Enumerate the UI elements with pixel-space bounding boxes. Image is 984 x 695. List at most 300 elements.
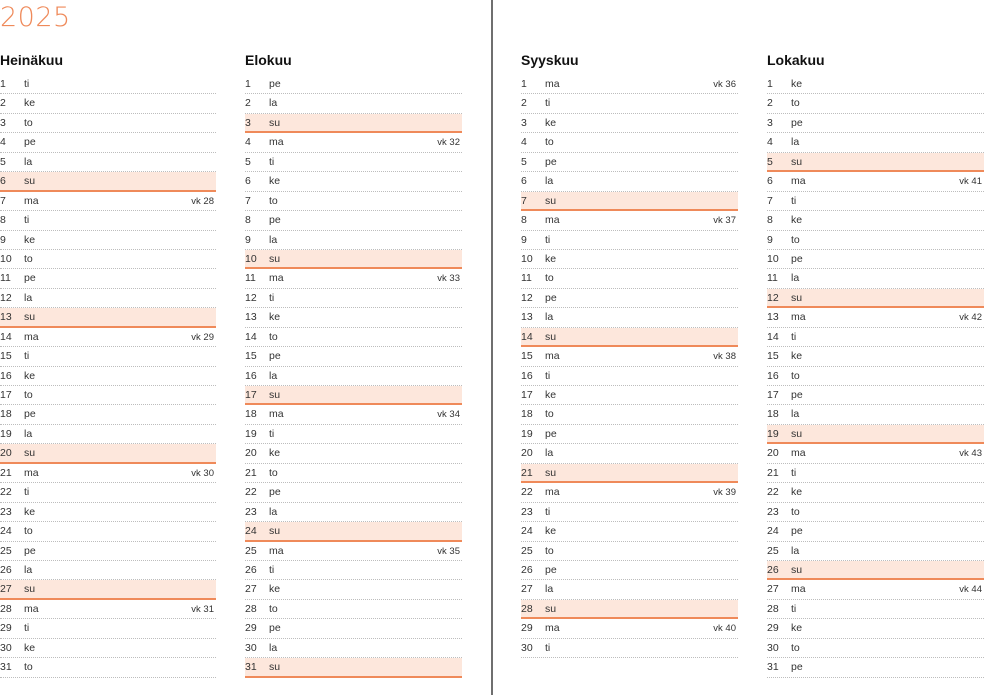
day-row — [245, 94, 462, 113]
weekday-abbrev: ti — [24, 486, 30, 499]
day-number: 29 — [767, 622, 779, 635]
day-row — [521, 580, 738, 599]
day-row — [767, 444, 984, 463]
day-row-sunday — [521, 464, 738, 483]
day-number: 23 — [245, 505, 257, 518]
weekday-abbrev: pe — [269, 214, 281, 227]
day-row — [521, 231, 738, 250]
day-number: 3 — [0, 116, 6, 129]
day-row — [521, 153, 738, 172]
day-row — [0, 425, 216, 444]
day-row — [767, 522, 984, 541]
day-row — [245, 153, 462, 172]
day-number: 3 — [521, 116, 527, 129]
day-row — [767, 580, 984, 599]
day-number: 6 — [767, 175, 773, 188]
day-number: 15 — [245, 350, 257, 363]
day-row — [767, 231, 984, 250]
day-row — [0, 211, 216, 230]
day-row — [0, 94, 216, 113]
day-row — [0, 619, 216, 638]
weekday-abbrev: su — [545, 602, 557, 615]
day-number: 10 — [0, 252, 12, 265]
weekday-abbrev: to — [791, 369, 800, 382]
weekday-abbrev: ke — [545, 389, 557, 401]
weekday-abbrev: ma — [791, 311, 806, 324]
day-row — [0, 405, 216, 424]
week-number: vk 32 — [437, 137, 460, 149]
weekday-abbrev: su — [269, 661, 281, 674]
day-row — [521, 211, 738, 230]
day-number: 26 — [245, 563, 257, 576]
weekday-abbrev: ma — [269, 544, 284, 557]
day-row — [245, 542, 462, 561]
week-number: vk 44 — [959, 584, 982, 596]
day-row-sunday — [767, 425, 984, 444]
day-number: 9 — [767, 233, 773, 246]
day-row — [767, 114, 984, 133]
day-number: 30 — [245, 641, 257, 654]
day-row — [521, 114, 738, 133]
weekday-abbrev: ke — [791, 350, 803, 363]
weekday-abbrev: ke — [24, 233, 36, 246]
weekday-abbrev: to — [545, 544, 554, 557]
day-row — [0, 639, 216, 658]
day-number: 15 — [521, 350, 533, 363]
day-number: 21 — [0, 466, 12, 479]
day-row — [767, 172, 984, 191]
day-row — [521, 133, 738, 152]
day-row — [521, 250, 738, 269]
day-number: 29 — [0, 622, 12, 635]
day-number: 22 — [767, 486, 779, 499]
day-number: 4 — [245, 136, 251, 149]
weekday-abbrev: su — [791, 291, 803, 304]
day-number: 4 — [0, 136, 6, 149]
weekday-abbrev: ma — [24, 330, 39, 343]
day-number: 3 — [767, 116, 773, 129]
month-column-elokuu — [245, 50, 462, 678]
day-number: 24 — [0, 525, 12, 538]
weekday-abbrev: ti — [791, 194, 797, 207]
weekday-abbrev: pe — [791, 389, 803, 401]
day-row — [521, 289, 738, 308]
weekday-abbrev: ma — [269, 136, 284, 149]
day-row — [767, 328, 984, 347]
day-number: 21 — [521, 466, 533, 479]
week-number: vk 39 — [713, 487, 736, 499]
weekday-abbrev: ti — [545, 233, 551, 246]
day-number: 20 — [0, 447, 12, 460]
day-row — [245, 308, 462, 327]
day-row — [767, 347, 984, 366]
weekday-abbrev: pe — [791, 661, 803, 674]
day-row — [767, 367, 984, 386]
weekday-abbrev: la — [545, 311, 554, 324]
weekday-abbrev: ti — [545, 97, 551, 110]
day-number: 8 — [521, 214, 527, 227]
day-number: 2 — [0, 97, 6, 110]
day-row-sunday — [521, 192, 738, 211]
day-row — [0, 192, 216, 211]
weekday-abbrev: ti — [791, 466, 797, 479]
weekday-abbrev: pe — [791, 525, 803, 538]
day-row — [0, 231, 216, 250]
weekday-abbrev: to — [791, 233, 800, 246]
weekday-abbrev: ti — [791, 602, 797, 615]
month-title: Syyskuu — [521, 52, 579, 68]
day-number: 20 — [521, 447, 533, 460]
day-row — [767, 250, 984, 269]
day-row-sunday — [245, 250, 462, 269]
weekday-abbrev: pe — [24, 544, 36, 557]
day-row — [245, 600, 462, 619]
month-column-lokakuu — [767, 50, 984, 678]
day-number: 23 — [767, 505, 779, 518]
day-row — [767, 75, 984, 94]
day-row — [245, 211, 462, 230]
weekday-abbrev: to — [24, 252, 33, 265]
day-number: 18 — [521, 408, 533, 421]
month-title: Lokakuu — [767, 52, 825, 68]
day-row-sunday — [245, 522, 462, 541]
weekday-abbrev: ma — [24, 466, 39, 479]
day-row — [0, 386, 216, 405]
day-number: 20 — [245, 447, 257, 460]
weekday-abbrev: la — [545, 583, 554, 596]
weekday-abbrev: la — [791, 544, 800, 557]
weekday-abbrev: pe — [791, 116, 803, 129]
day-number: 10 — [245, 252, 257, 265]
weekday-abbrev: ma — [24, 602, 39, 615]
day-number: 10 — [767, 252, 779, 265]
day-number: 7 — [521, 194, 527, 207]
weekday-abbrev: pe — [269, 78, 281, 90]
weekday-abbrev: pe — [545, 427, 557, 440]
day-number: 19 — [245, 427, 257, 440]
day-number: 17 — [767, 389, 779, 401]
day-row — [245, 619, 462, 638]
week-number: vk 36 — [713, 79, 736, 90]
week-number: vk 34 — [437, 409, 460, 421]
weekday-abbrev: ma — [545, 350, 560, 363]
day-row — [521, 542, 738, 561]
weekday-abbrev: pe — [545, 155, 557, 168]
day-row-sunday — [0, 308, 216, 327]
day-list — [0, 75, 216, 678]
day-number: 27 — [521, 583, 533, 596]
day-row — [245, 172, 462, 191]
weekday-abbrev: la — [791, 136, 800, 149]
day-number: 27 — [245, 583, 257, 596]
day-number: 27 — [0, 583, 12, 596]
weekday-abbrev: to — [24, 661, 33, 674]
day-number: 4 — [521, 136, 527, 149]
day-number: 8 — [0, 214, 6, 227]
day-number: 18 — [245, 408, 257, 421]
weekday-abbrev: ma — [791, 583, 806, 596]
day-number: 28 — [521, 602, 533, 615]
week-number: vk 40 — [713, 623, 736, 635]
day-number: 30 — [0, 641, 12, 654]
day-list — [521, 75, 738, 658]
weekday-abbrev: ke — [269, 447, 281, 460]
day-number: 18 — [0, 408, 12, 421]
weekday-abbrev: to — [791, 505, 800, 518]
day-number: 4 — [767, 136, 773, 149]
weekday-abbrev: pe — [269, 486, 281, 499]
weekday-abbrev: pe — [269, 350, 281, 363]
weekday-abbrev: la — [269, 505, 278, 518]
day-row — [521, 619, 738, 638]
weekday-abbrev: su — [791, 563, 803, 576]
day-row — [521, 522, 738, 541]
day-number: 13 — [767, 311, 779, 324]
day-number: 9 — [521, 233, 527, 246]
weekday-abbrev: la — [791, 272, 800, 285]
month-column-heinakuu — [0, 50, 216, 678]
day-number: 11 — [521, 272, 532, 285]
weekday-abbrev: ke — [791, 622, 803, 635]
day-row — [245, 425, 462, 444]
day-row-sunday — [521, 600, 738, 619]
day-number: 9 — [0, 233, 6, 246]
day-row — [521, 367, 738, 386]
day-row — [521, 308, 738, 327]
weekday-abbrev: su — [24, 311, 36, 324]
day-list — [767, 75, 984, 678]
day-row — [245, 133, 462, 152]
day-number: 28 — [767, 602, 779, 615]
day-number: 7 — [245, 194, 251, 207]
day-number: 1 — [245, 78, 251, 90]
weekday-abbrev: la — [791, 408, 800, 421]
day-row — [0, 328, 216, 347]
day-number: 22 — [0, 486, 12, 499]
day-number: 31 — [0, 661, 12, 674]
day-row — [521, 94, 738, 113]
day-row — [0, 542, 216, 561]
day-number: 26 — [767, 563, 779, 576]
day-row — [767, 619, 984, 638]
day-row-sunday — [767, 561, 984, 580]
day-number: 15 — [767, 350, 779, 363]
weekday-abbrev: su — [791, 427, 803, 440]
day-row — [245, 444, 462, 463]
day-number: 5 — [0, 155, 6, 168]
weekday-abbrev: to — [269, 330, 278, 343]
day-number: 22 — [521, 486, 533, 499]
day-number: 16 — [0, 369, 12, 382]
day-row — [767, 308, 984, 327]
weekday-abbrev: ke — [545, 116, 557, 129]
day-number: 15 — [0, 350, 12, 363]
day-number: 23 — [521, 505, 533, 518]
weekday-abbrev: ke — [269, 175, 281, 188]
weekday-abbrev: ti — [269, 155, 275, 168]
weekday-abbrev: ti — [24, 350, 30, 363]
day-number: 11 — [767, 272, 778, 285]
month-title: Elokuu — [245, 52, 292, 68]
day-row — [767, 542, 984, 561]
weekday-abbrev: su — [545, 466, 557, 479]
weekday-abbrev: ke — [24, 641, 36, 654]
weekday-abbrev: ke — [269, 311, 281, 324]
week-number: vk 35 — [437, 545, 460, 557]
weekday-abbrev: su — [269, 525, 281, 538]
day-number: 8 — [245, 214, 251, 227]
day-row — [767, 639, 984, 658]
weekday-abbrev: to — [545, 272, 554, 285]
weekday-abbrev: pe — [791, 252, 803, 265]
weekday-abbrev: su — [545, 194, 557, 207]
day-number: 2 — [521, 97, 527, 110]
weekday-abbrev: su — [545, 330, 557, 343]
day-number: 31 — [767, 661, 779, 674]
weekday-abbrev: pe — [545, 563, 557, 576]
weekday-abbrev: ke — [24, 97, 36, 110]
day-number: 9 — [245, 233, 251, 246]
day-row — [521, 347, 738, 366]
month-column-syyskuu — [521, 50, 738, 658]
day-row — [0, 114, 216, 133]
day-row-sunday — [245, 386, 462, 405]
day-number: 17 — [0, 389, 12, 401]
day-row — [767, 94, 984, 113]
weekday-abbrev: su — [791, 155, 803, 168]
weekday-abbrev: ti — [545, 641, 551, 654]
day-number: 16 — [767, 369, 779, 382]
day-row — [245, 269, 462, 288]
weekday-abbrev: ke — [791, 214, 803, 227]
weekday-abbrev: ti — [269, 291, 275, 304]
day-number: 30 — [767, 641, 779, 654]
weekday-abbrev: to — [269, 602, 278, 615]
day-number: 6 — [0, 175, 6, 188]
day-number: 17 — [245, 389, 257, 401]
day-number: 18 — [767, 408, 779, 421]
day-row — [0, 133, 216, 152]
day-row — [521, 483, 738, 502]
day-row — [0, 289, 216, 308]
weekday-abbrev: su — [24, 583, 36, 596]
day-number: 1 — [767, 78, 773, 90]
week-number: vk 28 — [191, 195, 214, 207]
weekday-abbrev: ti — [269, 563, 275, 576]
week-number: vk 41 — [959, 176, 982, 188]
day-row-sunday — [0, 580, 216, 599]
weekday-abbrev: ke — [269, 583, 281, 596]
day-number: 11 — [245, 272, 256, 285]
day-number: 13 — [0, 311, 12, 324]
day-number: 6 — [521, 175, 527, 188]
day-number: 31 — [245, 661, 257, 674]
day-row — [521, 561, 738, 580]
weekday-abbrev: ma — [791, 447, 806, 460]
day-row — [0, 561, 216, 580]
day-row — [0, 347, 216, 366]
day-number: 12 — [521, 291, 533, 304]
day-number: 29 — [521, 622, 533, 635]
day-row — [245, 192, 462, 211]
day-row-sunday — [245, 658, 462, 677]
weekday-abbrev: la — [269, 97, 278, 110]
week-number: vk 42 — [959, 312, 982, 324]
day-number: 7 — [0, 194, 6, 207]
day-row — [767, 269, 984, 288]
weekday-abbrev: la — [269, 369, 278, 382]
day-number: 19 — [0, 427, 12, 440]
weekday-abbrev: ti — [545, 369, 551, 382]
day-row — [245, 483, 462, 502]
weekday-abbrev: pe — [24, 136, 36, 149]
day-number: 25 — [767, 544, 779, 557]
day-number: 27 — [767, 583, 779, 596]
weekday-abbrev: la — [269, 233, 278, 246]
weekday-abbrev: ti — [24, 622, 30, 635]
day-number: 14 — [245, 330, 257, 343]
week-number: vk 38 — [713, 351, 736, 363]
day-row-sunday — [767, 153, 984, 172]
day-number: 21 — [767, 466, 779, 479]
day-row — [0, 522, 216, 541]
weekday-abbrev: to — [269, 194, 278, 207]
day-number: 2 — [245, 97, 251, 110]
day-row — [245, 561, 462, 580]
weekday-abbrev: pe — [545, 291, 557, 304]
day-number: 24 — [767, 525, 779, 538]
day-number: 19 — [767, 427, 779, 440]
day-row — [0, 600, 216, 619]
day-row — [0, 464, 216, 483]
day-number: 22 — [245, 486, 257, 499]
weekday-abbrev: su — [269, 116, 281, 129]
day-number: 10 — [521, 252, 533, 265]
day-number: 25 — [521, 544, 533, 557]
day-row — [0, 269, 216, 288]
day-number: 11 — [0, 272, 11, 285]
day-row — [521, 503, 738, 522]
day-row — [521, 172, 738, 191]
day-row-sunday — [767, 289, 984, 308]
day-row — [245, 503, 462, 522]
weekday-abbrev: ke — [791, 486, 803, 499]
day-row — [767, 405, 984, 424]
day-row — [245, 405, 462, 424]
weekday-abbrev: la — [24, 291, 33, 304]
day-number: 19 — [521, 427, 533, 440]
day-number: 13 — [245, 311, 257, 324]
day-number: 17 — [521, 389, 533, 401]
day-row — [767, 133, 984, 152]
weekday-abbrev: ke — [24, 369, 36, 382]
day-row — [0, 367, 216, 386]
weekday-abbrev: to — [545, 136, 554, 149]
day-row — [521, 269, 738, 288]
day-row — [521, 444, 738, 463]
weekday-abbrev: ma — [545, 214, 560, 227]
day-row — [245, 464, 462, 483]
weekday-abbrev: ma — [791, 175, 806, 188]
week-number: vk 29 — [191, 331, 214, 343]
day-number: 20 — [767, 447, 779, 460]
day-number: 26 — [521, 563, 533, 576]
weekday-abbrev: ma — [545, 486, 560, 499]
weekday-abbrev: ti — [791, 330, 797, 343]
page-spine-divider — [491, 0, 493, 695]
day-row — [767, 503, 984, 522]
day-number: 1 — [521, 78, 527, 90]
